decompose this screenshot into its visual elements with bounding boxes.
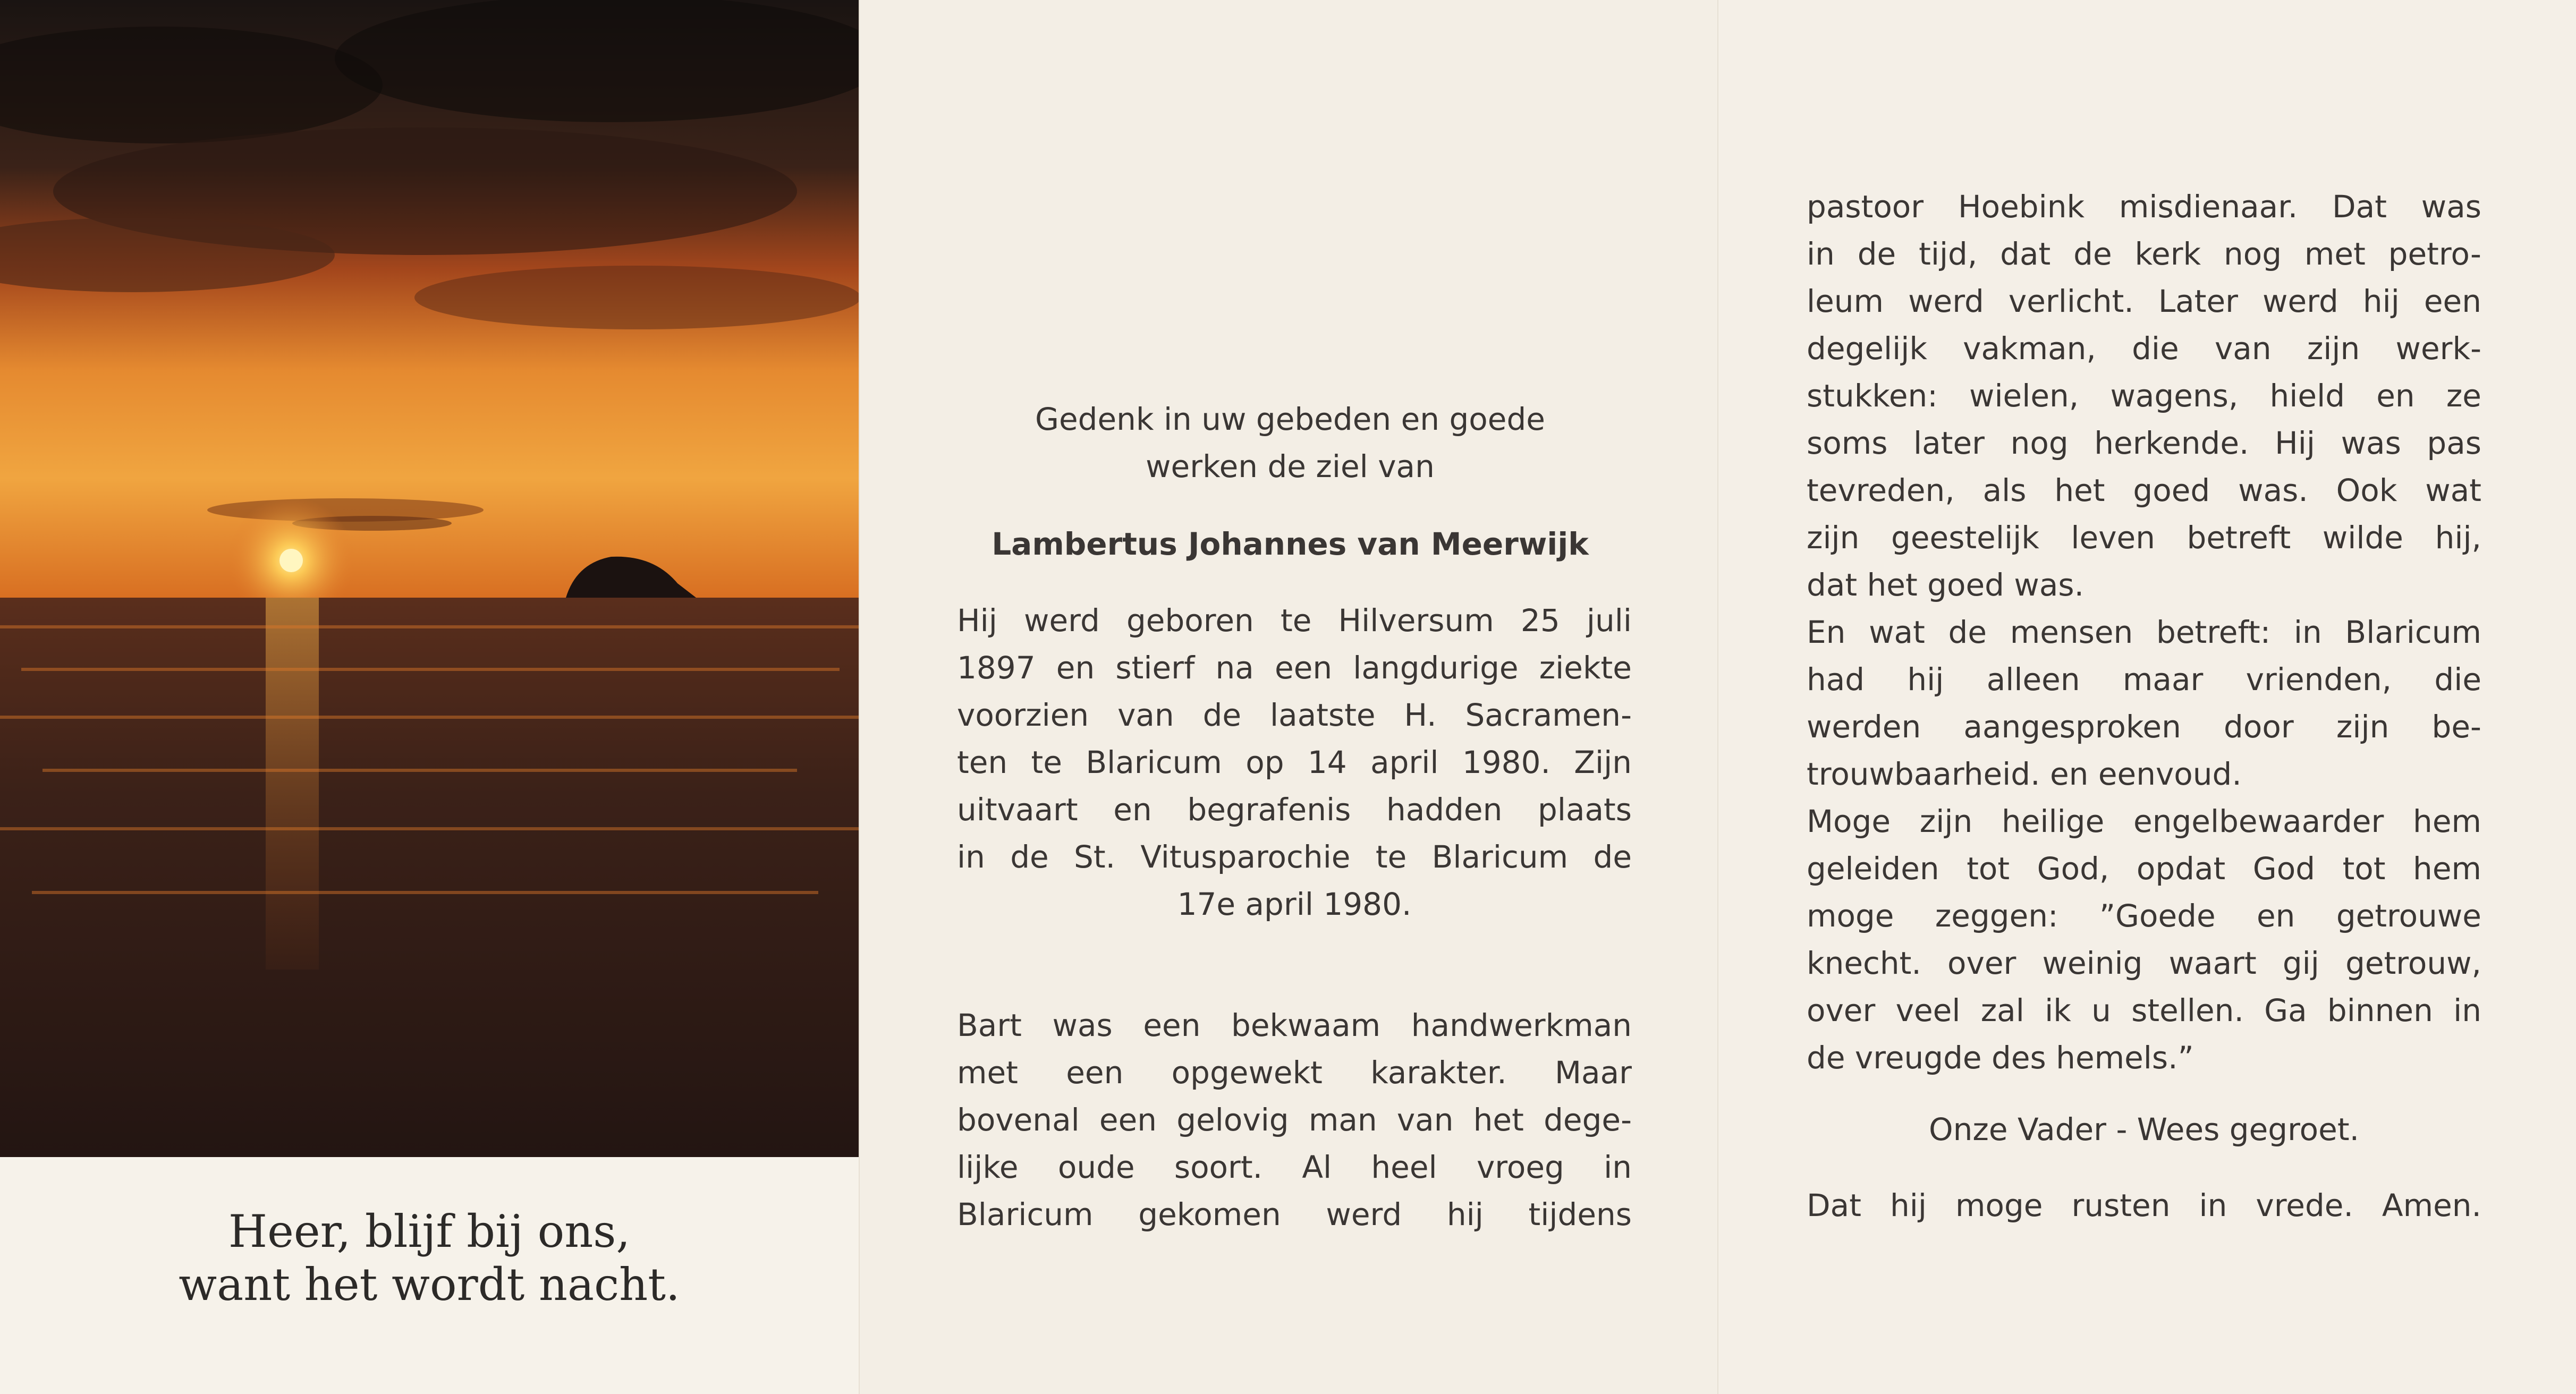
text-line: pastoor Hoebink misdienaar. Dat was — [1807, 189, 2481, 225]
text-line: Hij werd geboren te Hilversum 25 juli — [957, 602, 1632, 639]
sunset-photo — [0, 0, 859, 1157]
right-panel — [1717, 0, 2576, 1394]
text-line: Blaricum gekomen werd hij tijdens — [957, 1196, 1632, 1232]
quote-line-1: Heer, blijf bij ons, — [228, 1205, 631, 1257]
intro-text — [982, 396, 1598, 490]
text-line: voorzien van de laatste H. Sacramen- — [957, 697, 1632, 733]
closing-line — [1807, 1182, 2481, 1229]
text-line: soms later nog herkende. Hij was pas — [1807, 425, 2481, 461]
text-line: Bart was een bekwaam handwerkman — [957, 1007, 1632, 1043]
text-line: zijn geestelijk leven betreft wilde hij, — [1807, 520, 2481, 556]
middle-panel — [859, 0, 1718, 1394]
text-line: bovenal een gelovig man van het dege- — [957, 1102, 1632, 1138]
intro-line: werken de ziel van — [1146, 448, 1435, 484]
text-line: over veel zal ik u stellen. Ga binnen in — [1807, 992, 2481, 1028]
text-line: Dat hij moge rusten in vrede. Amen. — [1807, 1187, 2481, 1223]
text-line: ten te Blaricum op 14 april 1980. Zijn — [957, 744, 1632, 780]
text-line: Moge zijn heilige engelbewaarder hem — [1807, 803, 2481, 839]
prayer-line: Onze Vader - Wees gegroet. — [1928, 1111, 2360, 1148]
text-line: geleiden tot God, opdat God tot hem — [1807, 851, 2481, 887]
text-line: tevreden, als het goed was. Ook wat — [1807, 472, 2481, 508]
text-line: leum werd verlicht. Later werd hij een — [1807, 283, 2481, 319]
text-line: lijke oude soort. Al heel vroeg in — [957, 1149, 1632, 1185]
text-line: met een opgewekt karakter. Maar — [957, 1055, 1632, 1091]
character-paragraph — [957, 1002, 1632, 1238]
text-line: En wat de mensen betreft: in Blaricum — [1807, 614, 2481, 650]
biography-paragraph — [957, 597, 1632, 928]
text-line: dat het goed was. — [1807, 567, 2084, 603]
text-line: degelijk vakman, die van zijn werk- — [1807, 330, 2481, 367]
text-line: knecht. over weinig waart gij getrouw, — [1807, 945, 2481, 981]
text-line: 17e april 1980. — [1177, 886, 1412, 922]
continuation-paragraph — [1807, 183, 2481, 1082]
text-line: trouwbaarheid. en eenvoud. — [1807, 756, 2242, 792]
text-line: in de St. Vitusparochie te Blaricum de — [957, 839, 1632, 875]
text-line: stukken: wielen, wagens, hield en ze — [1807, 378, 2481, 414]
text-line: moge zeggen: ”Goede en getrouwe — [1807, 898, 2481, 934]
intro-line: Gedenk in uw gebeden en goede — [1035, 401, 1545, 437]
text-line: 1897 en stierf na een langdurige ziekte — [957, 650, 1632, 686]
left-panel — [0, 0, 859, 1394]
text-line: uitvaart en begrafenis hadden plaats — [957, 792, 1632, 828]
text-line: had hij alleen maar vrienden, die — [1807, 661, 2481, 698]
text-line: in de tijd, dat de kerk nog met petro- — [1807, 236, 2481, 272]
deceased-name: Lambertus Johannes van Meerwijk — [992, 526, 1589, 562]
quote-line-2: want het wordt nacht. — [179, 1259, 680, 1311]
text-line: werden aangesproken door zijn be- — [1807, 709, 2481, 745]
text-line: de vreugde des hemels.” — [1807, 1040, 2194, 1076]
